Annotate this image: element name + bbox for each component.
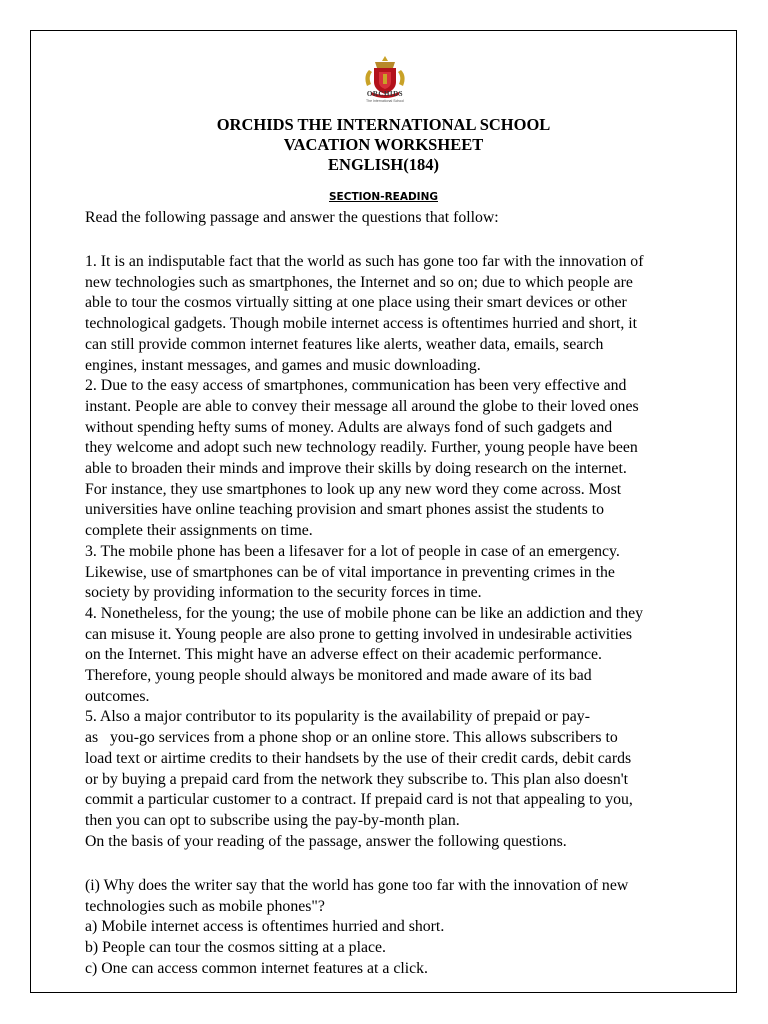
passage-line: as you-go services from a phone shop or an online store. This allows subscribers to	[85, 729, 618, 747]
question-block	[85, 876, 715, 980]
passage-line: complete their assignments on time.	[85, 522, 313, 540]
passage-line: For instance, they use smartphones to look up any new word they come across. Most	[85, 480, 622, 498]
passage-line: can misuse it. Young people are also prone to getting involved in undesirable activities	[85, 625, 633, 643]
passage-line: engines, instant messages, and games and music downloading.	[85, 356, 481, 374]
logo-subtext: The International School	[366, 99, 404, 103]
passage-line: commit a particular customer to a contract. If prepaid card is not that appealing to you,	[85, 791, 633, 809]
logo-wordmark: ORCHIDS	[366, 90, 404, 98]
passage-line: load text or airtime credits to their handsets by the use of their credit cards, debit cards	[85, 749, 632, 767]
passage-line: can still provide common internet features like alerts, weather data, emails, search	[85, 335, 604, 353]
section-title: SECTION-READING	[329, 191, 438, 203]
passage-line: on the Internet. This might have an adverse effect on their academic performance.	[85, 646, 602, 664]
passage-line: outcomes.	[85, 687, 150, 705]
passage-line: new technologies such as smartphones, the Internet and so on; due to which people are	[85, 273, 633, 291]
school-name: ORCHIDS THE INTERNATIONAL SCHOOL	[216, 115, 551, 134]
passage-line: 2. Due to the easy access of smartphones, communication has been very effective and	[85, 377, 627, 395]
passage-line: able to tour the cosmos virtually sitting at one place using their smart devices or other	[85, 294, 627, 312]
worksheet-title: VACATION WORKSHEET	[283, 135, 484, 154]
passage-line: they welcome and adopt such new technology readily. Further, young people have been	[85, 439, 638, 457]
option-b: b) People can tour the cosmos sitting at a place.	[85, 939, 386, 957]
passage-line: 5. Also a major contributor to its popularity is the availability of prepaid or pay-	[85, 708, 590, 726]
passage-line: technological gadgets. Though mobile internet access is oftentimes hurried and short, it	[85, 315, 638, 333]
option-a: a) Mobile internet access is oftentimes hurried and short.	[85, 918, 445, 936]
passage-line: 1. It is an indisputable fact that the world as such has gone too far with the innovation of	[85, 253, 644, 270]
passage-line: without spending hefty sums of money. Adults are always fond of such gadgets and	[85, 418, 613, 436]
passage-line: then you can opt to subscribe using the pay-by-month plan.	[85, 811, 460, 829]
instruction-text: Read the following passage and answer the questions that follow:	[85, 209, 499, 226]
passage-line: able to broaden their minds and improve their skills by doing research on the internet.	[85, 460, 627, 478]
passage-line: society by providing information to the security forces in time.	[85, 584, 482, 602]
question-line: (i) Why does the writer say that the world has gone too far with the innovation of new	[85, 877, 629, 894]
passage-line: On the basis of your reading of the passage, answer the following questions.	[85, 832, 567, 850]
passage-line: Likewise, use of smartphones can be of vital importance in preventing crimes in the	[85, 563, 615, 581]
passage-line: instant. People are able to convey their message all around the globe to their loved ones	[85, 397, 639, 415]
subject-heading: ENGLISH(184)	[328, 155, 439, 174]
question-line: technologies such as mobile phones"?	[85, 897, 325, 915]
option-c: c) One can access common internet features at a click.	[85, 959, 428, 977]
passage-line: Therefore, young people should always be monitored and made aware of its bad	[85, 667, 592, 685]
passage-line: 4. Nonetheless, for the young; the use of mobile phone can be like an addiction and they	[85, 604, 644, 622]
reading-passage	[85, 252, 715, 852]
passage-line: 3. The mobile phone has been a lifesaver for a lot of people in case of an emergency.	[85, 542, 620, 560]
passage-line: or by buying a prepaid card from the network they subscribe to. This plan also doesn't	[85, 770, 629, 788]
passage-line: universities have online teaching provision and smart phones assist the students to	[85, 501, 605, 519]
